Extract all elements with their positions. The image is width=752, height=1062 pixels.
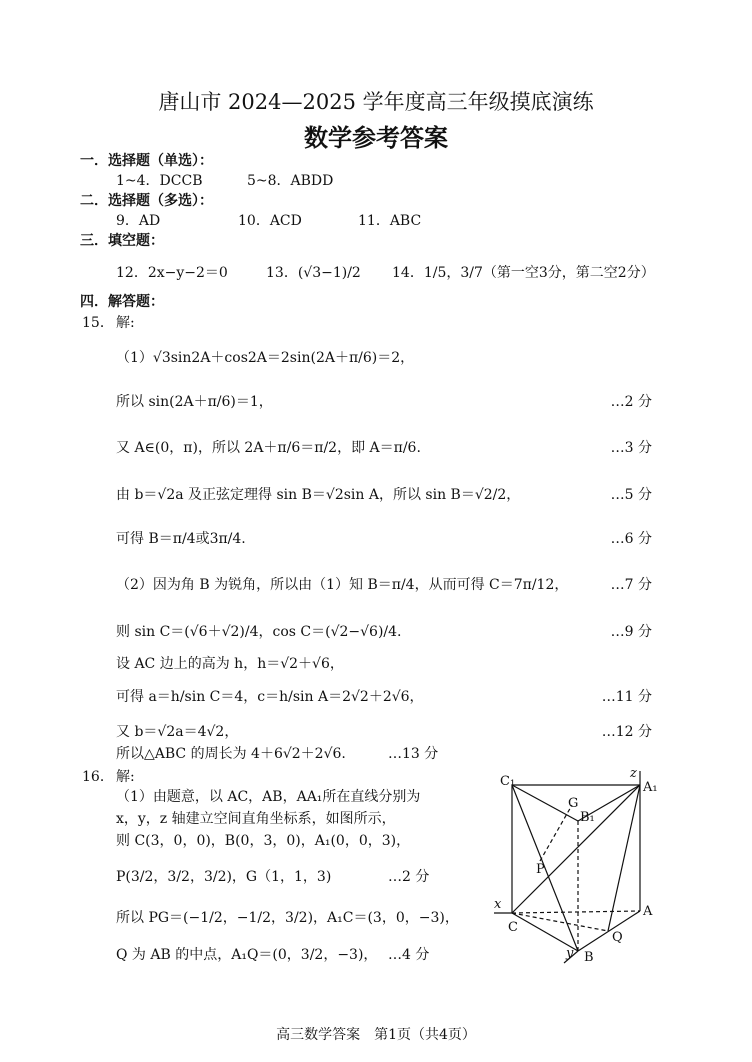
answer-11: 11．ABC bbox=[358, 213, 422, 229]
section-title: 一．选择题（单选）： bbox=[80, 153, 213, 169]
solution-line: P(3/2，3/2，3/2)，G（1，1，3) bbox=[116, 869, 332, 885]
score-mark: …12 分 bbox=[601, 724, 652, 740]
answer-13: 13．(√3−1)/2 bbox=[266, 265, 361, 281]
score-mark: …4 分 bbox=[388, 947, 430, 963]
edge-c-a bbox=[512, 911, 640, 913]
label-c1: C₁ bbox=[500, 774, 516, 789]
problem-number: 16． bbox=[82, 769, 114, 785]
score-mark: …5 分 bbox=[610, 487, 652, 503]
score-mark: …11 分 bbox=[601, 689, 652, 705]
solution-line: 由 b＝√2a 及正弦定理得 sin B＝√2sin A，所以 sin B＝√2/2， bbox=[116, 487, 521, 503]
single-choice-answers: 1~4．DCCB 5~8．ABDD bbox=[116, 173, 334, 189]
label-y-axis: y bbox=[566, 946, 574, 961]
solution-line: 则 C(3，0，0)，B(0，3，0)，A₁(0，0，3)， bbox=[116, 833, 411, 849]
edge-b-a bbox=[578, 911, 640, 951]
score-mark: …3 分 bbox=[610, 440, 652, 456]
doc-subtitle: 数学参考答案 bbox=[304, 124, 448, 152]
solution-line: x，y，z 轴建立空间直角坐标系，如图所示， bbox=[116, 811, 396, 827]
solution-line: （2）因为角 B 为锐角，所以由（1）知 B＝π/4，从而可得 C＝7π/12， bbox=[116, 577, 569, 593]
score-mark: …2 分 bbox=[388, 869, 430, 885]
answer-12: 12．2x−y−2＝0 bbox=[116, 265, 228, 281]
solution-line: 又 A∈(0，π)，所以 2A＋π/6＝π/2，即 A＝π/6. bbox=[116, 440, 421, 456]
section-title: 四．解答题： bbox=[80, 294, 164, 310]
label-g: G bbox=[568, 796, 579, 811]
solution-line: Q 为 AB 的中点，A₁Q＝(0，3/2，−3)， bbox=[116, 947, 378, 963]
label-p: P bbox=[536, 862, 545, 877]
answer-14: 14．1/5，3/7（第一空3分，第二空2分） bbox=[392, 265, 655, 281]
label-q: Q bbox=[612, 930, 623, 945]
answer-9: 9．AD bbox=[116, 213, 161, 229]
label-a1: A₁ bbox=[643, 780, 658, 795]
solution-line: 所以 sin(2A＋π/6)＝1， bbox=[116, 394, 273, 410]
segment-p-g bbox=[540, 805, 572, 861]
solution-label: 解: bbox=[116, 769, 135, 785]
label-z-axis: z bbox=[630, 766, 637, 781]
solution-line: 所以△ABC 的周长为 4＋6√2＋2√6. bbox=[116, 746, 346, 762]
label-b: B bbox=[584, 950, 594, 965]
score-mark: …7 分 bbox=[610, 577, 652, 593]
solution-line: 所以 PG＝(−1/2，−1/2，3/2)，A₁C＝(3，0，−3)， bbox=[116, 910, 459, 926]
label-x-axis: x bbox=[494, 897, 502, 912]
answer-10: 10．ACD bbox=[238, 213, 302, 229]
score-mark: …9 分 bbox=[610, 624, 652, 640]
solution-line: 又 b＝√2a＝4√2， bbox=[116, 724, 239, 740]
segment-c-q bbox=[512, 913, 608, 931]
prism-figure bbox=[480, 765, 670, 970]
label-b1: B₁ bbox=[580, 810, 595, 825]
solution-label: 解: bbox=[116, 315, 135, 331]
label-a: A bbox=[643, 904, 653, 919]
problem-number: 15． bbox=[82, 315, 114, 331]
section-title: 三．填空题： bbox=[80, 233, 164, 249]
solution-line: 设 AC 边上的高为 h，h＝√2＋√6， bbox=[116, 656, 344, 672]
section-title: 二．选择题（多选）： bbox=[80, 193, 213, 209]
score-mark: …6 分 bbox=[610, 531, 652, 547]
solution-line: 则 sin C＝(√6＋√2)/4，cos C＝(√2−√6)/4. bbox=[116, 624, 402, 640]
segment-a1-q bbox=[608, 785, 640, 931]
solution-line: （1）由题意，以 AC，AB，AA₁所在直线分别为 bbox=[116, 789, 421, 805]
solution-line: （1）√3sin2A＋cos2A＝2sin(2A＋π/6)＝2， bbox=[116, 350, 415, 366]
page-footer: 高三数学答案 第1页（共4页） bbox=[276, 1027, 476, 1043]
solution-line: 可得 a＝h/sin C＝4，c＝h/sin A＝2√2＋2√6， bbox=[116, 689, 424, 705]
label-c: C bbox=[508, 920, 518, 935]
solution-line: 可得 B＝π/4或3π/4. bbox=[116, 531, 246, 547]
score-mark: …13 分 bbox=[388, 746, 439, 762]
score-mark: …2 分 bbox=[610, 394, 652, 410]
doc-title: 唐山市 2024—2025 学年度高三年级摸底演练 bbox=[158, 90, 594, 114]
